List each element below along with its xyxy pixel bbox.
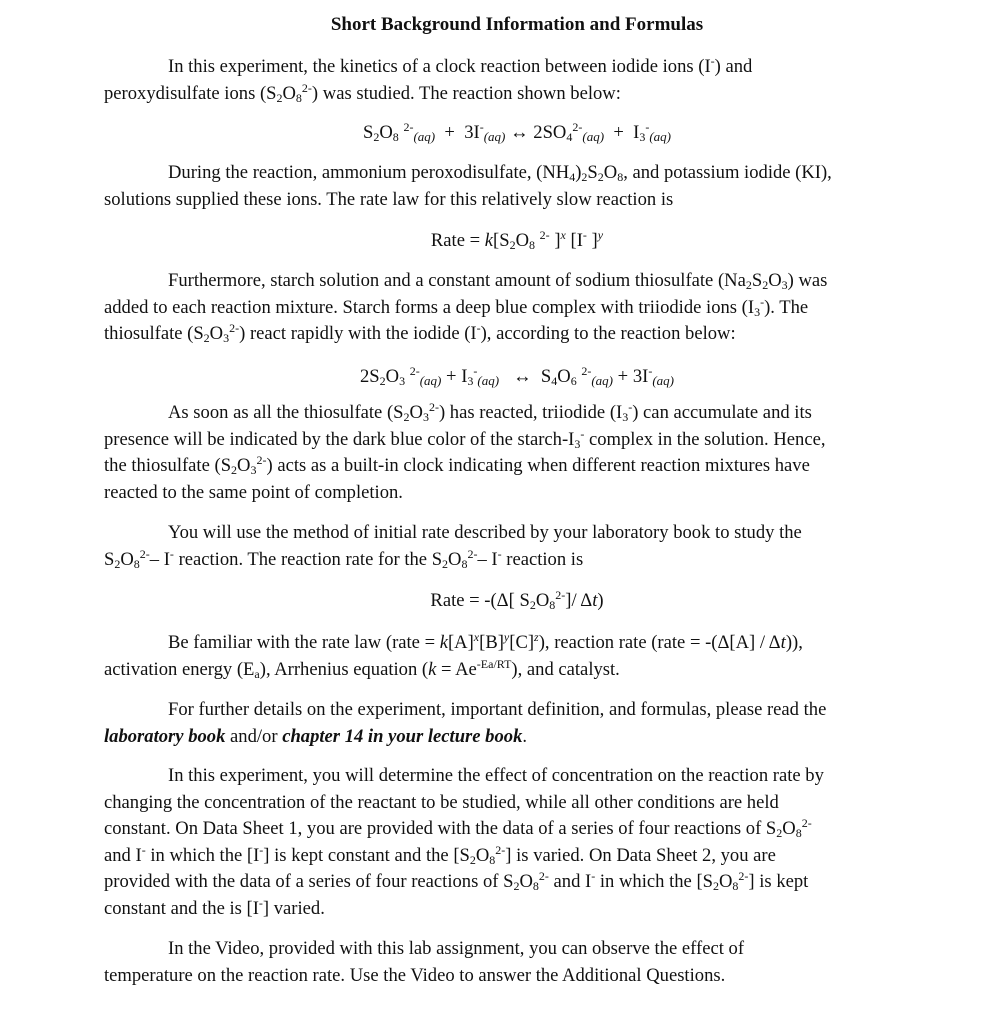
equation-reaction-rate: Rate = -(Δ[ $S_2O_8^{2-}]/$ Δt) bbox=[430, 588, 604, 612]
paragraph-thiosulfate: Furthermore, starch solution and a constant amount of sodium thiosulfate $(Na_2S_2O_3)$ was added to each reaction mixture. Starch forms a deep blue complex with triiodide ions $(I_3^-)$. The thiosulfate $(S_2O_3^{2-})$ react rapidly with the iodide (I-), according to the reaction below: bbox=[104, 270, 828, 346]
paragraph-clock: As soon as all the thiosulfate $(S_2O_3^{2-})$ has reacted, triiodide $(I_3^-)$ can accumulate and its presence will be indicated by the dark blue color of the starch-$I_3^-$ complex in the solution. Hence, the thiosulfate $(S_2O_3^{2-})$ acts as a built-in clock indicating when different reaction mixtures have reacted to the same point of completion. bbox=[104, 400, 826, 503]
paragraph-familiar: Be familiar with the rate law (rate = $k[A]^x[B]^y[C]^z$), reaction rate (rate = -(Δ[A] / Δt)), activation energy $(E_a)$, Arrhenius equation $(k = Ae^{-Ea/RT})$, and catalyst. bbox=[104, 630, 803, 681]
paragraph-further-details: For further details on the experiment, important definition, and formulas, please read the laboratory book and/or chapter 14 in your lecture book. bbox=[104, 699, 827, 747]
paragraph-video: In the Video, provided with this lab assignment, you can observe the effect of temperature on the reaction rate. Use the Video to answer the Additional Questions. bbox=[104, 938, 745, 986]
paragraph-intro: In this experiment, the kinetics of a clock reaction between iodide ions (I-) and peroxydisulfate ions $(S_2O_8^{2-})$ was studied. The reaction shown below: bbox=[104, 54, 753, 105]
paragraph-initial-rate: You will use the method of initial rate described by your laboratory book to study the $S_2O_8^{2-}-$ I- reaction. The reaction rate for the $S_2O_8^{2-}-$ I- reaction is bbox=[104, 522, 802, 571]
paragraph-reactants: During the reaction, ammonium peroxodisulfate, $(NH_4)_2S_2O_8$, and potassium iodide (KI), solutions supplied these ions. The rate law for this relatively slow reaction is bbox=[104, 162, 832, 210]
equation-thiosulfate-reaction: $2S_2O_3$ $^{2-}(aq) + I_3^-(aq)$ ↔ $S_4O_6$ $^{2-}$(aq) + 3I-(aq) bbox=[359, 364, 674, 388]
equation-main-reaction: $S_2O_8$ $^{2-}$(aq) + 3I-(aq) ↔ $2SO_4^{2-}(aq) + I_3^-(aq)$ bbox=[363, 120, 671, 144]
paragraph-data-sheets: In this experiment, you will determine the effect of concentration on the reaction rate by changing the concentration of the reactant to be studied, while all other conditions are held constant. On Data Sheet 1, you are provided with the data of a series of four reactions of $S_2O_8^{2-}$ and I- in which the [I-] is kept constant and the $[S_2O_8^{2-}]$ is varied. On Data Sheet 2, you are provided with the data of a series of four reactions of $S_2O_8^{2-}$ and I- in which the $[S_2O_8^{2-}]$ is kept constant and the is [I-] varied. bbox=[104, 765, 824, 919]
page-title: Short Background Information and Formulas bbox=[330, 14, 704, 35]
equation-rate-law: Rate = $k[S_2O_8$ $^{2-}$ ]$^x$ [I- ]$^y$ bbox=[430, 228, 604, 252]
